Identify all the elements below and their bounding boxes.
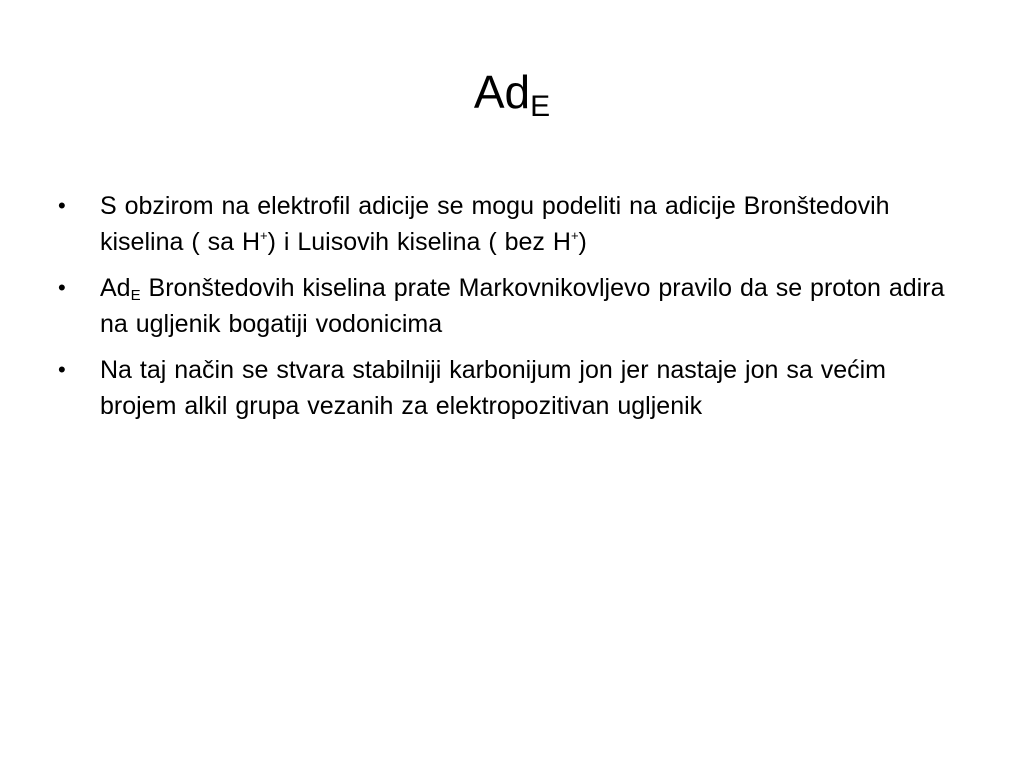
bullet-2-subscript: E <box>130 287 141 304</box>
bullet-1-text-part-1: S obzirom na elektrofil adicije se mogu podeliti na adicije Bronštedovih kiselina ( sa H <box>100 192 890 256</box>
bullet-1-text-part-2: ) i Luisovih kiselina ( bez H <box>267 228 571 256</box>
bullet-item-2 <box>58 270 958 342</box>
slide-title <box>0 62 1024 122</box>
slide-title-main: Ad <box>473 66 531 118</box>
bullet-icon: • <box>58 193 66 218</box>
bullet-icon: • <box>58 357 66 382</box>
bullet-2-text-part-2: Bronštedovih kiselina prate Markovnikovljevo pravilo da se proton adira na ugljenik bogatiji vodonicima <box>100 274 945 338</box>
bullet-item-3 <box>58 352 958 424</box>
bullet-item-1 <box>58 188 958 260</box>
bullet-icon: • <box>58 275 66 300</box>
bullet-3-text: Na taj način se stvara stabilniji karbonijum jon jer nastaje jon sa većim brojem alkil grupa vezanih za elektropozitivan ugljenik <box>100 356 886 420</box>
bullet-list <box>58 188 958 434</box>
bullet-1-superscript-1: + <box>260 228 268 243</box>
slide-title-subscript: E <box>530 90 551 123</box>
bullet-1-superscript-2: + <box>570 228 579 243</box>
bullet-1-text-part-3: ) <box>578 228 587 256</box>
bullet-2-text-part-1: Ad <box>100 274 131 302</box>
